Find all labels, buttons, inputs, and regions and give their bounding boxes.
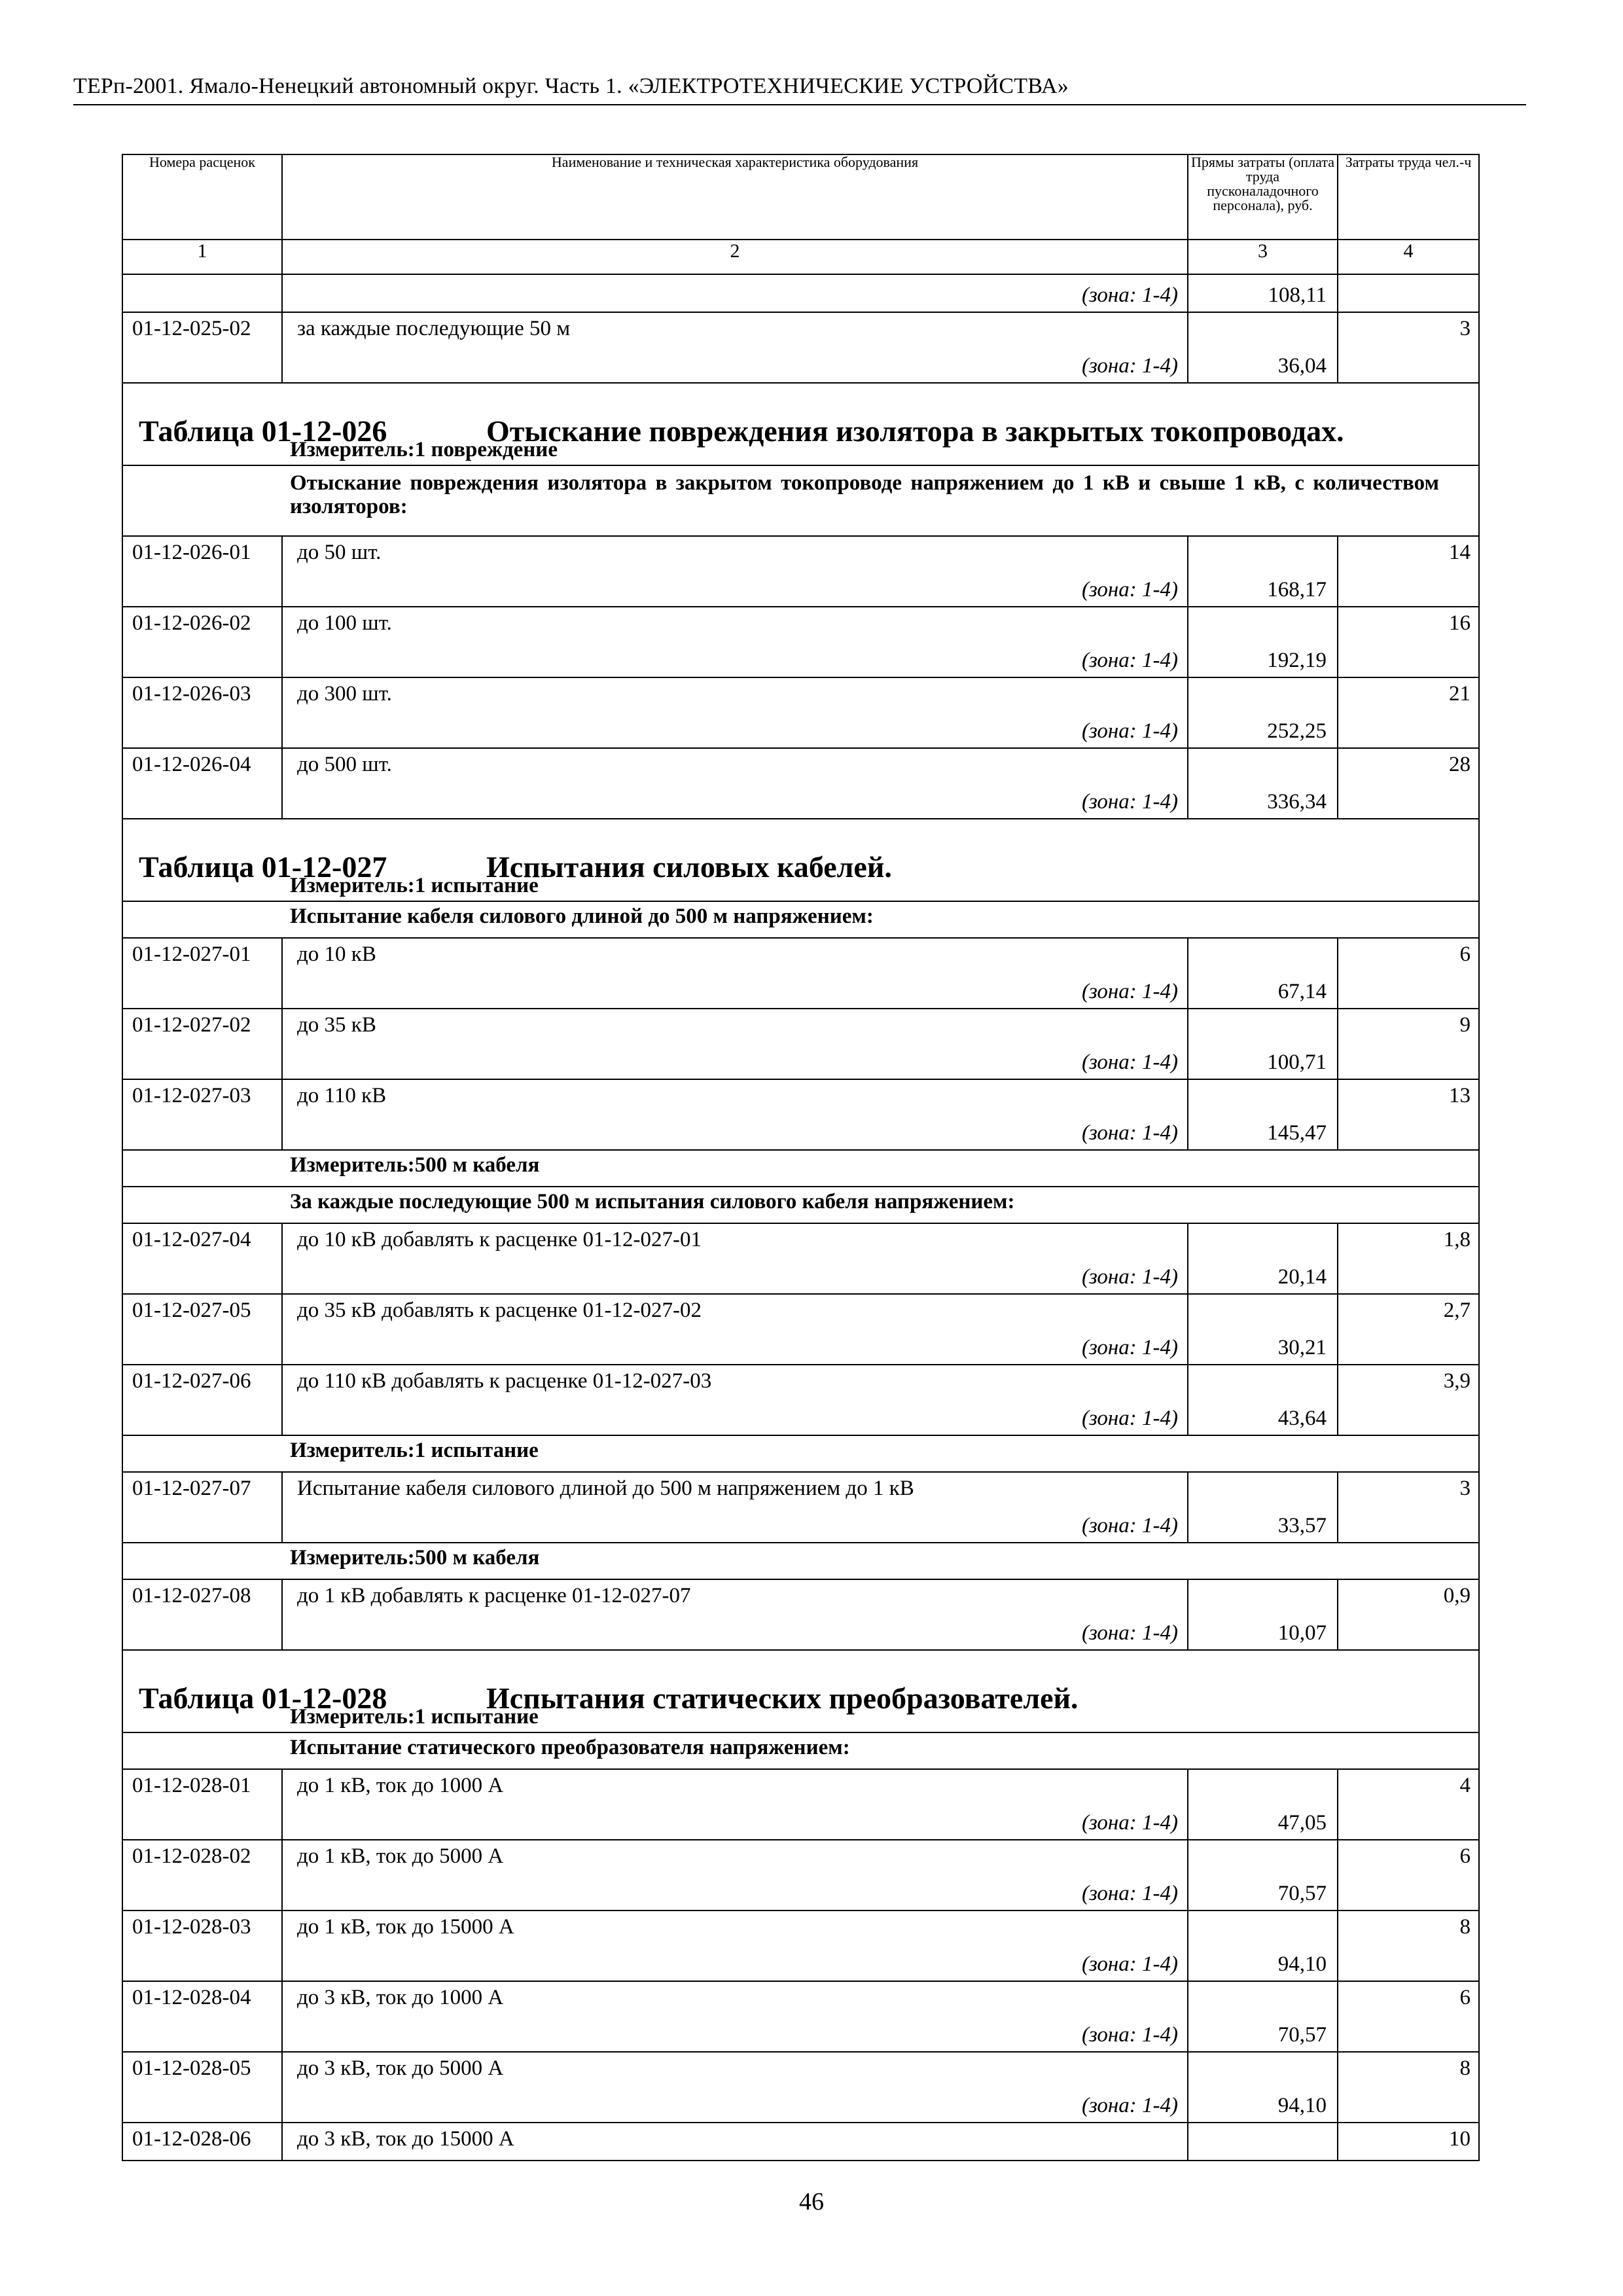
labor-cell: 10 <box>1338 2123 1479 2161</box>
rate-code: 01-12-026-03 <box>122 677 282 748</box>
rate-code: 01-12-025-02 <box>122 312 282 383</box>
section-title-row <box>122 819 1479 901</box>
labor-cell: 21 <box>1338 677 1479 748</box>
table-header-row <box>122 154 1479 240</box>
rate-code: 01-12-027-07 <box>122 1472 282 1543</box>
rate-description: до 3 кВ, ток до 15000 А <box>297 2127 514 2151</box>
unit-of-measure: Измеритель:500 м кабеля <box>122 1543 1479 1579</box>
rate-description: до 35 кВ добавлять к расценке 01-12-027-02 <box>297 1299 702 1322</box>
zone-label: (зона: 1-4) <box>1081 2023 1178 2047</box>
page-number: 46 <box>799 2188 824 2215</box>
labor-cell: 28 <box>1338 748 1479 819</box>
rate-description: до 100 шт. <box>297 611 392 635</box>
unit-row <box>122 1435 1479 1472</box>
unit-of-measure: Измеритель:1 повреждение <box>290 438 558 461</box>
zone-label: (зона: 1-4) <box>1081 578 1178 601</box>
rate-code: 01-12-027-05 <box>122 1294 282 1365</box>
section-label: Таблица 01-12-027 <box>139 850 387 884</box>
zone-label: (зона: 1-4) <box>1081 1882 1178 1905</box>
section-title-row <box>122 383 1479 465</box>
rate-code: 01-12-027-03 <box>122 1079 282 1150</box>
table-row <box>122 1981 1479 2052</box>
price-cell: 108,11 <box>1188 274 1338 312</box>
table-row <box>122 1009 1479 1079</box>
zone-label: (зона: 1-4) <box>1081 354 1178 378</box>
table-row <box>122 1223 1479 1294</box>
section-note: За каждые последующие 500 м испытания силового кабеля напряжением: <box>122 1187 1479 1223</box>
section-note-row <box>122 1187 1479 1223</box>
price-cell: 70,57 <box>1188 1981 1338 2052</box>
price-cell: 145,47 <box>1188 1079 1338 1150</box>
rate-code: 01-12-028-06 <box>122 2123 282 2161</box>
table-row <box>122 1079 1479 1150</box>
price-table <box>122 154 1480 2161</box>
zone-label: (зона: 1-4) <box>1081 719 1178 743</box>
section-note: Испытание кабеля силового длиной до 500 м напряжением: <box>122 901 1479 938</box>
table-row <box>122 1840 1479 1910</box>
zone-label: (зона: 1-4) <box>1081 1121 1178 1145</box>
rate-description: до 1 кВ, ток до 1000 А <box>297 1774 504 1797</box>
zone-label: (зона: 1-4) <box>1081 1952 1178 1976</box>
column-header-direct-costs: Прямы затраты (оплата труда пусконаладочного персонала), руб. <box>1188 154 1338 240</box>
price-cell: 70,57 <box>1188 1840 1338 1910</box>
labor-cell: 3 <box>1338 312 1479 383</box>
labor-cell: 3,9 <box>1338 1365 1479 1435</box>
zone-label: (зона: 1-4) <box>1081 980 1178 1003</box>
rate-description: до 500 шт. <box>297 753 392 776</box>
labor-cell: 6 <box>1338 1840 1479 1910</box>
rate-description: за каждые последующие 50 м <box>297 317 571 340</box>
price-cell: 168,17 <box>1188 536 1338 607</box>
rate-code: 01-12-027-08 <box>122 1579 282 1650</box>
column-number: 1 <box>122 240 282 274</box>
rate-code: 01-12-026-01 <box>122 536 282 607</box>
zone-label: (зона: 1-4) <box>1081 649 1178 672</box>
rate-code: 01-12-026-02 <box>122 607 282 677</box>
zone-label: (зона: 1-4) <box>1081 790 1178 814</box>
column-number: 4 <box>1338 240 1479 274</box>
rate-description: до 10 кВ <box>297 942 376 966</box>
table-row <box>122 607 1479 677</box>
section-note-row <box>122 1732 1479 1769</box>
zone-label: (зона: 1-4) <box>1081 1050 1178 1074</box>
rate-code: 01-12-027-02 <box>122 1009 282 1079</box>
rate-description: до 1 кВ добавлять к расценке 01-12-027-07 <box>297 1584 691 1607</box>
table-row <box>122 1910 1479 1981</box>
section-note-row <box>122 901 1479 938</box>
section-note: Отыскание повреждения изолятора в закрытом токопроводе напряжением до 1 кВ и свыше 1 кВ, с количеством изоляторов: <box>122 465 1479 536</box>
column-number: 3 <box>1188 240 1338 274</box>
rate-description: до 300 шт. <box>297 682 392 706</box>
zone-label: (зона: 1-4) <box>1081 1621 1178 1645</box>
table-row <box>122 1769 1479 1840</box>
column-header-code: Номера расценок <box>122 154 282 240</box>
zone-label: (зона: 1-4) <box>1081 283 1178 307</box>
section-title: Испытания силовых кабелей. <box>486 850 892 884</box>
rate-code: 01-12-026-04 <box>122 748 282 819</box>
price-cell: 30,21 <box>1188 1294 1338 1365</box>
table-row <box>122 677 1479 748</box>
price-cell: 20,14 <box>1188 1223 1338 1294</box>
rate-description: до 3 кВ, ток до 1000 А <box>297 1986 504 2009</box>
rate-code: 01-12-028-03 <box>122 1910 282 1981</box>
price-cell: 192,19 <box>1188 607 1338 677</box>
section-label: Таблица 01-12-026 <box>139 414 387 448</box>
labor-cell: 16 <box>1338 607 1479 677</box>
price-cell: 36,04 <box>1188 312 1338 383</box>
zone-label: (зона: 1-4) <box>1081 1336 1178 1359</box>
rate-code: 01-12-028-01 <box>122 1769 282 1840</box>
rate-description: до 50 шт. <box>297 541 382 564</box>
price-cell: 94,10 <box>1188 1910 1338 1981</box>
labor-cell: 6 <box>1338 938 1479 1009</box>
unit-row <box>122 1150 1479 1187</box>
zone-label: (зона: 1-4) <box>1081 1811 1178 1835</box>
price-cell: 67,14 <box>1188 938 1338 1009</box>
table-row <box>122 748 1479 819</box>
price-cell: 47,05 <box>1188 1769 1338 1840</box>
price-cell: 33,57 <box>1188 1472 1338 1543</box>
labor-cell: 3 <box>1338 1472 1479 1543</box>
column-header-name: Наименование и техническая характеристика оборудования <box>282 154 1188 240</box>
rate-description: до 3 кВ, ток до 5000 А <box>297 2056 504 2080</box>
column-header-labor: Затраты труда чел.-ч <box>1338 154 1479 240</box>
unit-of-measure: Измеритель:1 испытание <box>290 874 539 897</box>
section-note-row <box>122 465 1479 536</box>
price-cell: 43,64 <box>1188 1365 1338 1435</box>
section-title: Испытания статических преобразователей. <box>486 1681 1079 1715</box>
price-cell: 252,25 <box>1188 677 1338 748</box>
labor-cell: 9 <box>1338 1009 1479 1079</box>
labor-cell: 4 <box>1338 1769 1479 1840</box>
zone-label: (зона: 1-4) <box>1081 1407 1178 1430</box>
section-note: Испытание статического преобразователя напряжением: <box>122 1732 1479 1769</box>
rate-code: 01-12-027-01 <box>122 938 282 1009</box>
labor-cell: 14 <box>1338 536 1479 607</box>
price-cell: 100,71 <box>1188 1009 1338 1079</box>
table-row <box>122 312 1479 383</box>
rate-description: до 10 кВ добавлять к расценке 01-12-027-01 <box>297 1228 702 1251</box>
rate-code: 01-12-027-04 <box>122 1223 282 1294</box>
price-cell: 10,07 <box>1188 1579 1338 1650</box>
header-rule <box>73 104 1526 105</box>
rate-description: до 1 кВ, ток до 15000 А <box>297 1915 514 1939</box>
unit-of-measure: Измеритель:500 м кабеля <box>122 1150 1479 1187</box>
section-title-row <box>122 1650 1479 1732</box>
labor-cell: 2,7 <box>1338 1294 1479 1365</box>
unit-of-measure: Измеритель:1 испытание <box>290 1705 539 1729</box>
table-row <box>122 1294 1479 1365</box>
rate-description: Испытание кабеля силового длиной до 500 м напряжением до 1 кВ <box>297 1477 914 1500</box>
table-row <box>122 274 1479 312</box>
labor-cell: 1,8 <box>1338 1223 1479 1294</box>
rate-code: 01-12-028-02 <box>122 1840 282 1910</box>
zone-label: (зона: 1-4) <box>1081 1514 1178 1537</box>
rate-description: до 35 кВ <box>297 1013 376 1037</box>
table-row <box>122 2052 1479 2123</box>
zone-label: (зона: 1-4) <box>1081 2094 1178 2117</box>
price-cell: 94,10 <box>1188 2052 1338 2123</box>
table-row <box>122 1472 1479 1543</box>
column-number-row <box>122 240 1479 274</box>
column-number: 2 <box>282 240 1188 274</box>
rate-description: до 110 кВ <box>297 1084 387 1107</box>
table-row <box>122 1365 1479 1435</box>
rate-description: до 110 кВ добавлять к расценке 01-12-027-03 <box>297 1369 712 1393</box>
table-row <box>122 1579 1479 1650</box>
labor-cell: 8 <box>1338 2052 1479 2123</box>
running-header: ТЕРп-2001. Ямало-Ненецкий автономный округ. Часть 1. «ЭЛЕКТРОТЕХНИЧЕСКИЕ УСТРОЙСТВА» <box>73 74 1069 98</box>
rate-code: 01-12-028-04 <box>122 1981 282 2052</box>
table-row <box>122 938 1479 1009</box>
rate-description: до 1 кВ, ток до 5000 А <box>297 1844 504 1868</box>
labor-cell: 13 <box>1338 1079 1479 1150</box>
price-cell: 336,34 <box>1188 748 1338 819</box>
section-label: Таблица 01-12-028 <box>139 1681 387 1715</box>
unit-of-measure: Измеритель:1 испытание <box>122 1435 1479 1472</box>
section-title: Отыскание повреждения изолятора в закрытых токопроводах. <box>486 414 1344 448</box>
labor-cell: 6 <box>1338 1981 1479 2052</box>
table-row <box>122 2123 1479 2161</box>
rate-code: 01-12-027-06 <box>122 1365 282 1435</box>
labor-cell: 0,9 <box>1338 1579 1479 1650</box>
labor-cell: 8 <box>1338 1910 1479 1981</box>
zone-label: (зона: 1-4) <box>1081 1265 1178 1289</box>
table-row <box>122 536 1479 607</box>
rate-code: 01-12-028-05 <box>122 2052 282 2123</box>
unit-row <box>122 1543 1479 1579</box>
